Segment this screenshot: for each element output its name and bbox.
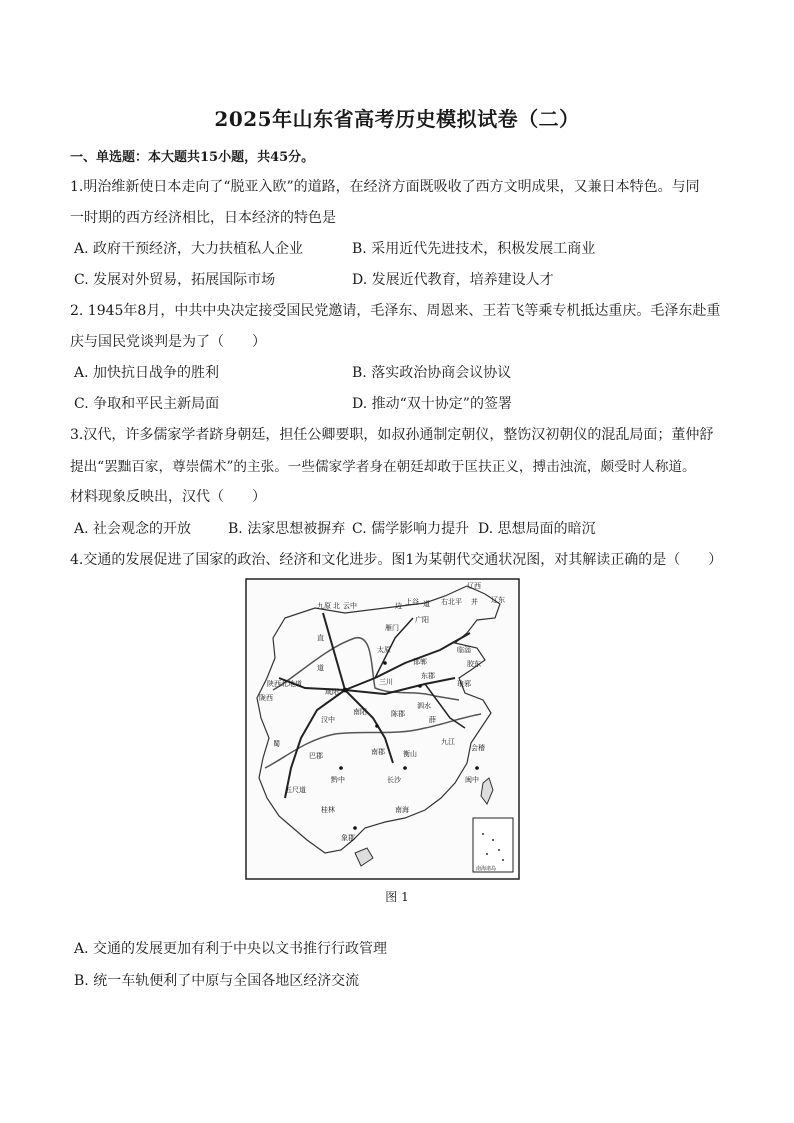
q3-option-b[interactable]: B. 法家思想被摒弃: [228, 521, 346, 537]
label-chenjun: 陈郡: [391, 710, 405, 718]
section-heading: 一、单选题：本大题共15小题，共45分。: [70, 150, 315, 165]
label-nanhai: 南海: [395, 806, 409, 814]
label-sishui: 泗水: [417, 702, 431, 710]
label-bian: 边: [395, 602, 402, 610]
q2-stem-line1: 2. 1945年8月，中共中央决定接受国民党邀请，毛泽东、周恩来、王若飞等乘专机抵达重庆。毛泽东赴重: [70, 303, 721, 319]
label-beidi: 北: [333, 602, 340, 610]
label-wuchi: 五尺道: [285, 786, 306, 794]
label-sanchuan: 三川: [379, 678, 393, 686]
label-guilin: 桂林: [321, 806, 335, 814]
q2-option-a[interactable]: A. 加快抗日战争的胜利: [74, 365, 220, 381]
label-nanyang: 南阳: [353, 708, 367, 716]
label-guangyang: 广阳: [415, 616, 429, 624]
label-liaodong: 辽东: [491, 596, 505, 604]
q1-option-b[interactable]: B. 采用近代先进技术，积极发展工商业: [352, 241, 596, 257]
label-youbeiping: 右北平: [441, 598, 462, 606]
label-hengshan: 衡山: [403, 750, 417, 758]
label-liaoxi: 辽西: [467, 582, 481, 590]
label-zhi: 直: [317, 634, 324, 642]
q3-option-c[interactable]: C. 儒学影响力提升: [352, 521, 470, 537]
q3-option-a[interactable]: A. 社会观念的开放: [74, 521, 192, 537]
label-dao1: 道: [423, 600, 430, 608]
label-yanmen: 雁门: [385, 624, 399, 632]
q1-option-c[interactable]: C. 发展对外贸易，拓展国际市场: [74, 272, 276, 288]
label-handan: 邯郸: [413, 658, 427, 666]
label-dongjun: 东郡: [421, 672, 435, 680]
q1-option-d[interactable]: D. 发展近代教育，培养建设人才: [352, 272, 554, 288]
label-minzhong: 闽中: [465, 776, 479, 784]
label-linzi: 临淄: [457, 646, 471, 654]
label-xianyang: 咸阳: [325, 688, 339, 696]
label-yunzhong: 云中: [343, 602, 357, 610]
transport-map: [245, 578, 520, 880]
label-shaanxi: 陕西北地道: [267, 680, 302, 688]
q2-option-d[interactable]: D. 推动“双十协定”的签署: [352, 396, 512, 412]
q2-stem-line2: 庆与国民党谈判是为了（ ）: [70, 334, 266, 350]
q1-stem-line2: 一时期的西方经济相比，日本经济的特色是: [70, 210, 336, 226]
label-hanzhong: 汉中: [321, 716, 335, 724]
q3-stem-line2: 提出“罢黜百家，尊崇儒术”的主张。一些儒家学者身在朝廷却敢于匡扶正义，搏击浊流，颇受时人称道。: [70, 459, 696, 475]
label-jiuyuan: 九原: [317, 602, 331, 610]
q1-option-a[interactable]: A. 政府干预经济，大力扶植私人企业: [74, 241, 304, 257]
label-bajun: 巴郡: [309, 752, 323, 760]
inset-frame: [473, 818, 513, 872]
exam-title: 2025年山东省高考历史模拟试卷（二）: [214, 107, 580, 131]
q1-stem-line1: 1.明治维新使日本走向了“脱亚入欧”的道路，在经济方面既吸收了西方文明成果，又兼日本特色。与同: [70, 179, 700, 195]
q3-stem-line1: 3.汉代，许多儒家学者跻身朝廷，担任公卿要职，如叔孙通制定朝仪，整饬汉初朝仪的混乱局面；董仲舒: [70, 427, 714, 443]
label-jiujiang: 九江: [441, 738, 455, 746]
label-jiaodong: 胶东: [467, 660, 481, 668]
label-taiyuan: 太原: [377, 646, 391, 654]
label-longxi: 陇西: [259, 694, 273, 702]
label-langya: 琅邪: [457, 680, 471, 688]
q4-option-a[interactable]: A. 交通的发展更加有利于中央以文书推行行政管理: [74, 941, 388, 957]
q4-stem-line1: 4.交通的发展促进了国家的政治、经济和文化进步。图1为某朝代交通状况图，对其解读正确的是（ ）: [70, 552, 723, 568]
q2-option-c[interactable]: C. 争取和平民主新局面: [74, 396, 220, 412]
label-chenzhong: 黔中: [331, 776, 345, 784]
label-kuaiji: 会稽: [471, 744, 485, 752]
figure-caption: 图 1: [385, 890, 409, 904]
q2-option-b[interactable]: B. 落实政治协商会议协议: [352, 365, 512, 381]
label-xue: 薛: [429, 716, 436, 724]
label-inset: 南海诸岛: [476, 866, 497, 872]
q3-option-d[interactable]: D. 思想局面的暗沉: [478, 521, 596, 537]
label-xiangjun: 象郡: [341, 834, 355, 842]
label-shanggu: 上谷: [405, 598, 419, 606]
label-bing: 并: [471, 598, 478, 606]
label-dao2: 道: [317, 664, 324, 672]
q4-option-b[interactable]: B. 统一车轨便利了中原与全国各地区经济交流: [74, 973, 360, 989]
q3-stem-line3: 材料现象反映出，汉代（ ）: [70, 489, 266, 505]
label-nanjun: 南郡: [371, 748, 385, 756]
label-changsha: 长沙: [387, 776, 401, 784]
label-shu: 蜀: [273, 740, 280, 748]
